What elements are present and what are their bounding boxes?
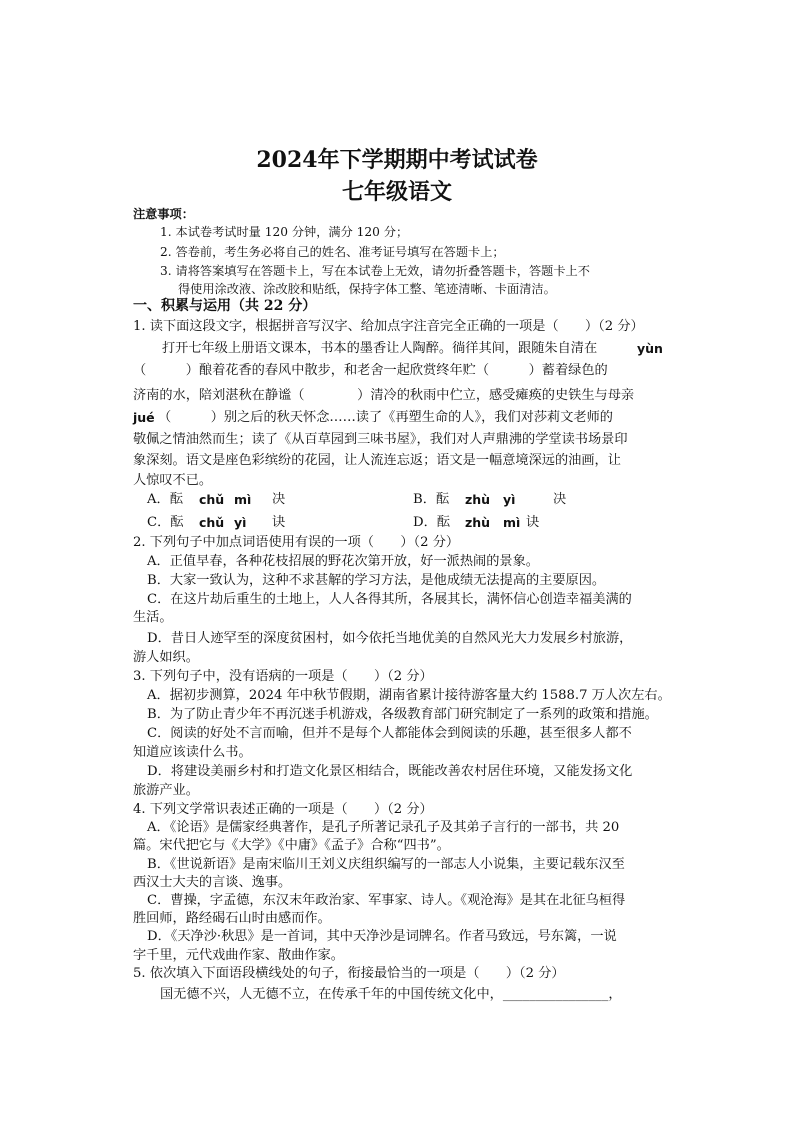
section-heading: 一、积累与运用（共 22 分） [133,298,317,314]
q3-option-d: D．将建设美丽乡村和打造文化景区相结合，既能改善农村居住环境，又能发扬文化 [147,764,633,779]
q1-text-line: 人惊叹不已。 [133,473,213,488]
q4-option-d-cont: 字千里，元代戏曲作家、散曲作家。 [133,947,344,963]
notice-item-3-cont: 得使用涂改液、涂改胶和贴纸，保持字体工整、笔迹清晰、卡面清洁。 [178,282,556,296]
q3-option-c: C．阅读的好处不言而喻，但并不是每个人都能体会到阅读的乐趣，甚至很多人都不 [147,726,632,741]
q3-option-d-cont: 旅游产业。 [133,783,199,798]
q1-pinyin-jue: jué [133,410,155,425]
q2-option-b: B．大家一致认为，这种不求甚解的学习方法，是他成绩无法提高的主要原因。 [147,573,606,588]
exam-title: 2024年下学期期中考试试卷 [256,147,538,173]
q4-option-d: D．《天净沙·秋思》是一首词，其中天净沙是词牌名。作者马致远，号东篱，一说 [147,929,617,945]
q4-option-b: B．《世说新语》是南宋临川王刘义庆组织编写的一部志人小说集，主要记载东汉至 [147,856,625,872]
q3-option-a: A．据初步测算，2024 年中秋节假期，湖南省累计接待游客量大约 1588.7 万人次左右。 [147,688,671,703]
q4-option-a-cont: 篇。宋代把它与《大学》《中庸》《孟子》合称“四书”。 [133,838,450,854]
q1-text-line: 象深刻。语文是座色彩缤纷的花园，让人流连忘返；语文是一幅意境深远的油画，让 [133,453,621,468]
q5-stem: 5. 依次填入下面语段横线处的句子，衔接最恰当的一项是（ ）（2 分） [133,965,565,981]
q1-text-line: 敬佩之情油然而生；读了《从百草园到三味书屋》，我们对人声鼎沸的学堂读书场景印 [133,432,628,447]
notice-item-2: 2. 答卷前，考生务必将自己的姓名、准考证号填写在答题卡上； [160,245,505,259]
q1-text-line: （ ）酿着花香的春风中散步，和老舍一起欣赏终年贮（ ）蓄着绿色的 [133,363,608,378]
notice-item-3: 3. 请将答案填写在答题卡上，写在本试卷上无效，请勿折叠答题卡，答题卡上不 [160,264,590,278]
q3-stem: 3. 下列句子中，没有语病的一项是（ ）（2 分） [133,669,433,684]
q2-option-c: C．在这片劫后重生的土地上，人人各得其所，各展其长，满怀信心创造幸福美满的 [147,592,632,607]
q2-option-c-cont: 生活。 [133,610,173,625]
q1-pinyin-yun: yùn [637,341,663,356]
q2-stem: 2. 下列句子中加点词语使用有误的一项（ ）（2 分） [133,535,460,550]
q3-option-c-cont: 知道应该读什么书。 [133,745,252,760]
exam-page: 2024年下学期期中考试试卷 七年级语文 注意事项： 1. 本试卷考试时量 120 分钟，满分 120 分； 2. 答卷前，考生务必将自己的姓名、准考证号填写在答题卡上； 3. 请将答案填写在答题卡上，写在本试卷上无效，请勿折叠答题卡，答题卡上不 得使用涂改液、涂改胶和贴纸，保持字体工整、笔迹清晰、卡面清洁。 一、积累与运用（共 22 分） 1. 读下面这段文字，根据拼音写汉字、给加点字注音完全正确的一项是（ ）（2 分） 打开七年级上册语文课本，书本的墨香让人陶醉。徜徉其间，跟随朱自清在 yùn （ ）酿着花香的春风中散步，和老舍一起欣赏终年贮（ ）蓄着绿色的 济南的水，陪刘湛秋在静谧（ ）清冷的秋雨中伫立，感受瘫痪的史铁生与母亲 jué （ ）别之后的秋天怀念……读了《再塑生命的人》，我们对莎莉文老师的 敬佩之情油然而生；读了《从百草园到三味书屋》，我们对人声鼎沸的学堂读书场景印 象深刻。语文是座色彩缤纷的花园，让人流连忘返；语文是一幅意境深远的油画，让 人惊叹不已。 A．酝 chǔ mì 决 B．酝 zhù yì 决 C．酝 chǔ yì 诀 D．酝 zhù mì 诀 2. 下列句子中加点词语使用有误的一项（ ）（2 分） A．正值早春，各种花枝招展的野花次第开放，好一派热闹的景象。 B．大家一致认为，这种不求甚解的学习方法，是他成绩无法提高的主要原因。 C．在这片劫后重生的土地上，人人各得其所，各展其长，满怀信心创造幸福美满的 生活。 D．昔日人迹罕至的深度贫困村，如今依托当地优美的自然风光大力发展乡村旅游， 游人如织。 3. 下列句子中，没有语病的一项是（ ）（2 分） A．据初步测算，2024 年中秋节假期，湖南省累计接待游客量大约 1588.7 万人次左右。 B．为了防止青少年不再沉迷手机游戏，各级教育部门研究制定了一系列的政策和措施。 C．阅读的好处不言而喻，但并不是每个人都能体会到阅读的乐趣，甚至很多人都不 知道应该读什么书。 D．将建设美丽乡村和打造文化景区相结合，既能改善农村居住环境，又能发扬文化 旅游产业。 4. 下列文学常识表述正确的一项是（ ）（2 分） A．《论语》是儒家经典著作，是孔子所著记录孔子及其弟子言行的一部书，共 20 篇。宋代把它与《大学》《中庸》《孟子》合称“四书”。 B．《世说新语》是南宋临川王刘义庆组织编写的一部志人小说集，主要记载东汉至 西汉士大夫的言谈、逸事。 C．曹操，字孟德，东汉末年政治家、军事家、诗人。《观沧海》是其在北征乌桓得 胜回师，路经碣石山时由感而作。 D．《天净沙·秋思》是一首词，其中天净沙是词牌名。作者马致远，号东篱，一说 字千里，元代戏曲作家、散曲作家。 5. 依次填入下面语段横线处的句子，衔接最恰当的一项是（ ）（2 分） 国无德不兴，人无德不立，在传承千年的中国传统文化中，________________， [0,0,794,1124]
exam-subtitle: 七年级语文 [341,179,452,205]
q2-option-d-cont: 游人如织。 [133,650,199,665]
notice-item-1: 1. 本试卷考试时量 120 分钟，满分 120 分； [160,225,409,239]
q4-option-c-cont: 胜回师，路经碣石山时由感而作。 [133,911,331,927]
notice-heading: 注意事项： [133,207,194,221]
q1-text-line: 打开七年级上册语文课本，书本的墨香让人陶醉。徜徉其间，跟随朱自清在 [162,341,598,356]
q4-option-a: A．《论语》是儒家经典著作，是孔子所著记录孔子及其弟子言行的一部书，共 20 [147,820,620,836]
q5-text-line: 国无德不兴，人无德不立，在传承千年的中国传统文化中，________________， [160,986,622,1002]
q4-option-c: C．曹操，字孟德，东汉末年政治家、军事家、诗人。《观沧海》是其在北征乌桓得 [147,893,626,908]
q1-text-line: （ ）别之后的秋天怀念……读了《再塑生命的人》，我们对莎莉文老师的 [158,410,613,425]
q2-option-a: A．正值早春，各种花枝招展的野花次第开放，好一派热闹的景象。 [147,554,539,569]
q3-option-b: B．为了防止青少年不再沉迷手机游戏，各级教育部门研究制定了一系列的政策和措施。 [147,707,658,722]
q4-stem: 4. 下列文学常识表述正确的一项是（ ）（2 分） [133,802,433,817]
q1-text-line: 济南的水，陪刘湛秋在静谧（ ）清冷的秋雨中伫立，感受瘫痪的史铁生与母亲 [133,388,635,403]
q4-option-b-cont: 西汉士大夫的言谈、逸事。 [133,874,292,890]
q2-option-d: D．昔日人迹罕至的深度贫困村，如今依托当地优美的自然风光大力发展乡村旅游， [147,631,633,646]
q1-stem: 1. 读下面这段文字，根据拼音写汉字、给加点字注音完全正确的一项是（ ）（2 分） [133,319,644,334]
